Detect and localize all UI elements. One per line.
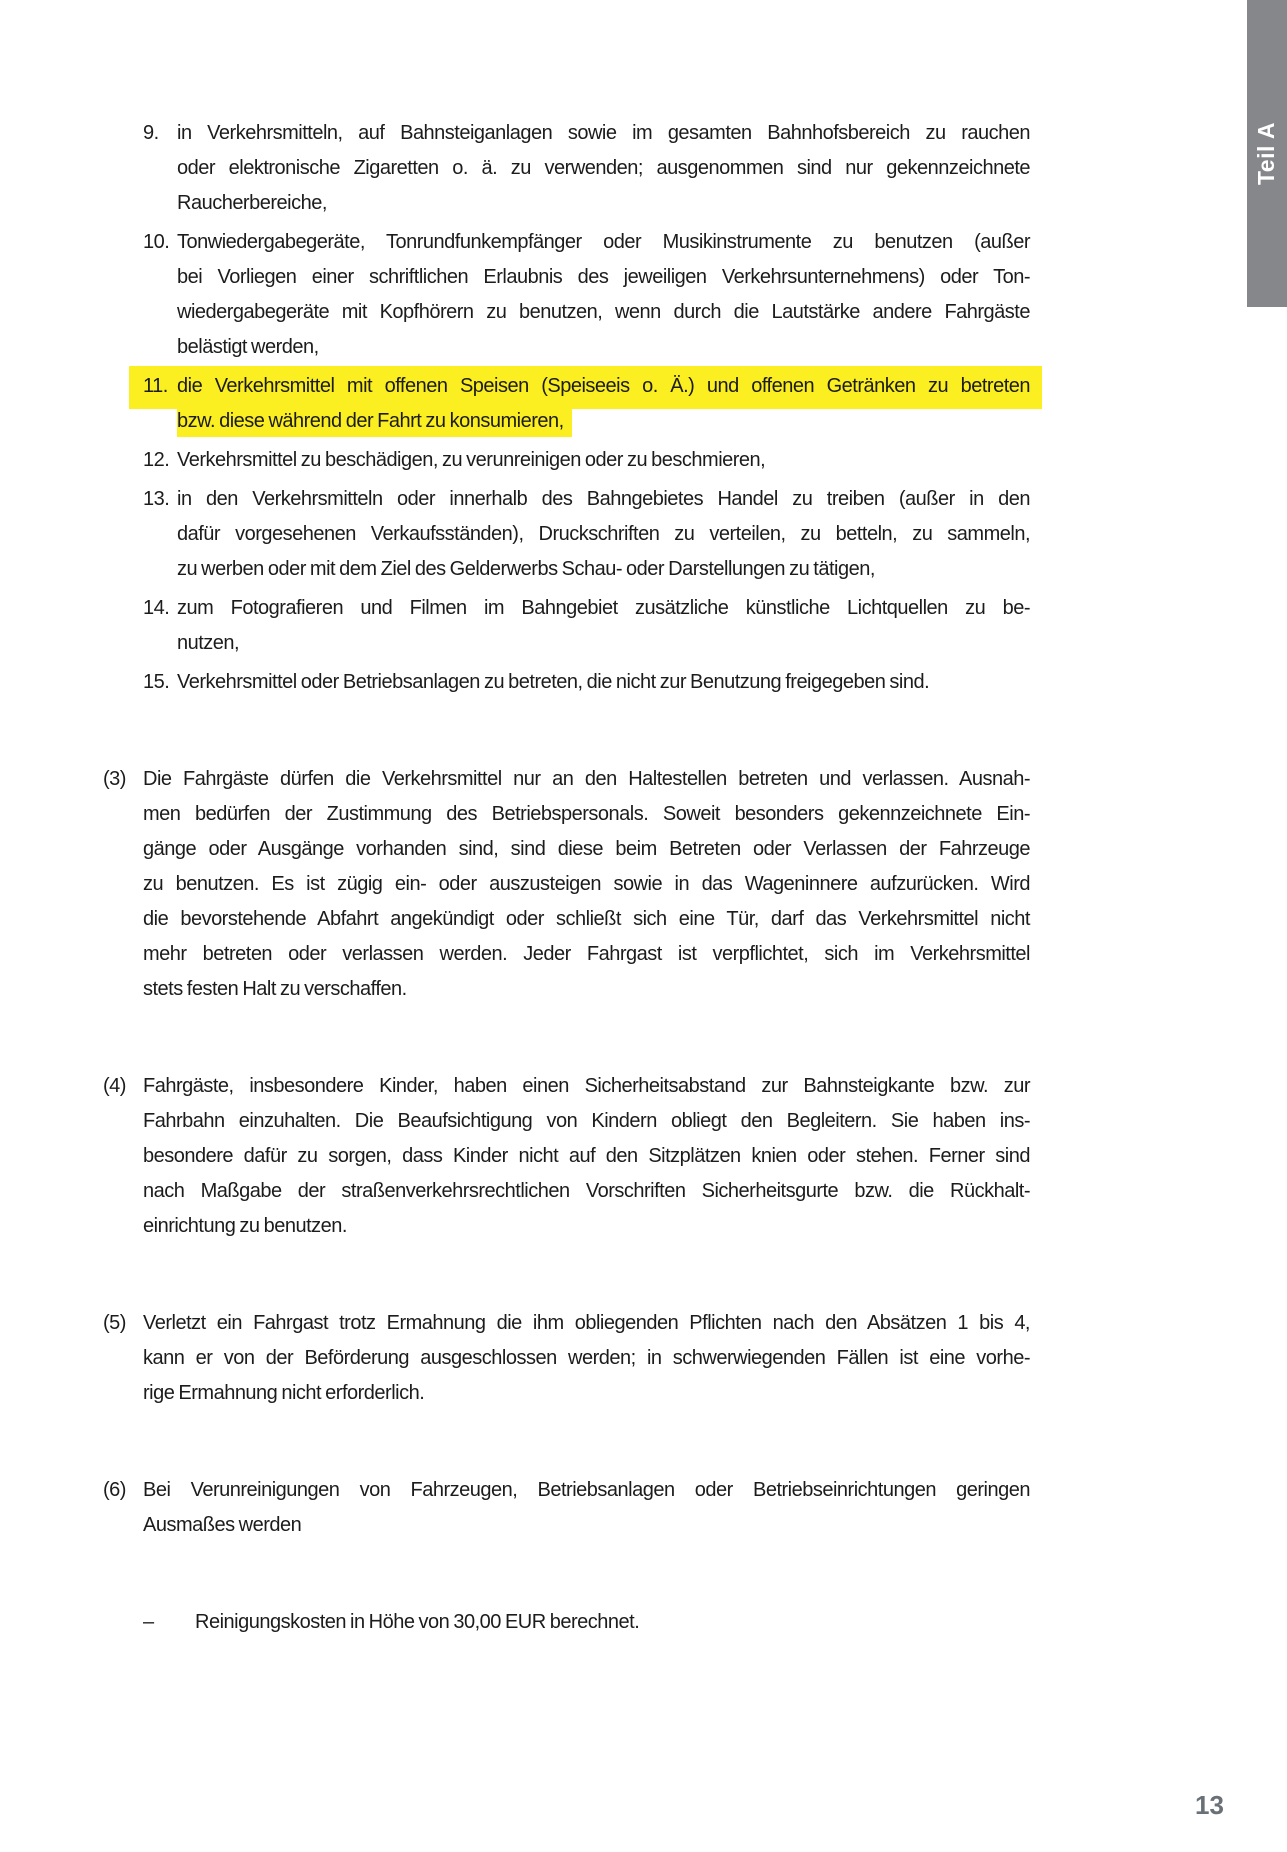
list-item-number: 15. [143,671,170,693]
list-item-number: 14. [143,597,170,619]
text-line: Fahrgäste, insbesondere Kinder, haben einen Sicherheitsabstand zur Bahnsteigkante bzw. zur [143,1075,1030,1097]
text-line: Ausmaßes werden [143,1514,302,1536]
list-item-body [177,665,1030,700]
text-line: zu benutzen. Es ist zügig ein- oder auszusteigen sowie in das Wageninnere aufzurücken. Wird [143,873,1030,895]
text-line [177,404,1030,439]
cost-list-item [143,1605,1030,1640]
list-item-number: 9. [143,122,159,144]
list-item [143,482,1030,587]
text-line: die Verkehrsmittel mit offenen Speisen (Speiseeis o. Ä.) und offenen Getränken zu betreten [177,366,1042,409]
paragraph [103,762,1030,1007]
paragraphs [103,762,1030,1543]
list-item [143,116,1030,221]
text-line: zum Fotografieren und Filmen im Bahngebiet zusätzliche künstliche Lichtquellen zu be- [177,597,1030,619]
list-item-body [177,443,1030,478]
text-line: bei Vorliegen einer schriftlichen Erlaubnis des jeweiligen Verkehrsunternehmens) oder Ton- [177,266,1030,288]
list-item-body [177,369,1030,439]
list-item-body [177,482,1030,587]
dash-marker: – [143,1611,154,1633]
text-line: rige Ermahnung nicht erforderlich. [143,1382,425,1404]
text-line: Fahrbahn einzuhalten. Die Beaufsichtigung von Kindern obliegt den Begleitern. Sie haben ins- [143,1110,1030,1132]
text-line: Tonwiedergabegeräte, Tonrundfunkempfänger oder Musikinstrumente zu benutzen (außer [177,231,1030,253]
text-line: belästigt werden, [177,336,319,358]
text-line: die bevorstehende Abfahrt angekündigt oder schließt sich eine Tür, darf das Verkehrsmittel nicht [143,908,1030,930]
text-line: nach Maßgabe der straßenverkehrsrechtlichen Vorschriften Sicherheitsgurte bzw. die Rückhalt- [143,1180,1030,1202]
paragraph-body [143,762,1030,1007]
text-line: kann er von der Beförderung ausgeschlossen werden; in schwerwiegenden Fällen ist eine vorhe- [143,1347,1030,1369]
text-line: Verkehrsmittel zu beschädigen, zu verunreinigen oder zu beschmieren, [177,449,766,471]
paragraph-number: (5) [103,1312,126,1334]
list-item [143,225,1030,365]
paragraph-body [143,1306,1030,1411]
text-line: einrichtung zu benutzen. [143,1215,347,1237]
paragraph-body [143,1069,1030,1244]
list-item-number: 10. [143,231,170,253]
section-tab-teil-a [1247,0,1287,307]
section-tab-label: Teil A [1253,121,1280,186]
page-number: 13 [1195,1790,1224,1820]
list-item-number: 12. [143,449,170,471]
text-line: stets festen Halt zu verschaffen. [143,978,407,1000]
text-line: Verletzt ein Fahrgast trotz Ermahnung die ihm obliegenden Pflichten nach den Absätzen 1 bis 4, [143,1312,1030,1334]
text-line: Die Fahrgäste dürfen die Verkehrsmittel nur an den Haltestellen betreten und verlassen. Ausnah- [143,768,1030,790]
text-line: gänge oder Ausgänge vorhanden sind, sind diese beim Betreten oder Verlassen der Fahrzeuge [143,838,1030,860]
paragraph-number: (3) [103,768,126,790]
list-item-body [177,225,1030,365]
text-line: men bedürfen der Zustimmung des Betriebspersonals. Soweit besonders gekennzeichnete Ein- [143,803,1030,825]
paragraph [103,1069,1030,1244]
text-line: in Verkehrsmitteln, auf Bahnsteiganlagen sowie im gesamten Bahnhofsbereich zu rauchen [177,122,1030,144]
list-item-body [177,116,1030,221]
list-item-number: 13. [143,488,170,510]
text-line: oder elektronische Zigaretten o. ä. zu verwenden; ausgenommen sind nur gekennzeichnete [177,157,1030,179]
paragraph-body [143,1473,1030,1543]
text-line: Raucherbereiche, [177,192,327,214]
text-line: dafür vorgesehenen Verkaufsständen), Druckschriften zu verteilen, zu betteln, zu sammeln, [177,523,1030,545]
text-line: Verkehrsmittel oder Betriebsanlagen zu betreten, die nicht zur Benutzung freigegeben sind. [177,671,930,693]
paragraph [103,1473,1030,1543]
list-item [143,369,1030,439]
list-item-number: 11. [129,366,177,409]
text-line: in den Verkehrsmitteln oder innerhalb des Bahngebietes Handel zu treiben (außer in den [177,488,1030,510]
paragraph [103,1306,1030,1411]
text-line: nutzen, [177,632,240,654]
highlighted-text: bzw. diese während der Fahrt zu konsumieren, [177,407,572,437]
list-item [143,591,1030,661]
text-line: zu werben oder mit dem Ziel des Gelderwerbs Schau- oder Darstellungen zu tätigen, [177,558,875,580]
list-item-body [177,591,1030,661]
list-item [143,665,1030,700]
list-item [143,443,1030,478]
paragraph-number: (4) [103,1075,126,1097]
dash-item-text: Reinigungskosten in Höhe von 30,00 EUR berechnet. [195,1611,640,1633]
text-line: mehr betreten oder verlassen werden. Jeder Fahrgast ist verpflichtet, sich im Verkehrsmittel [143,943,1030,965]
text-line: besondere dafür zu sorgen, dass Kinder nicht auf den Sitzplätzen knien oder stehen. Ferner sind [143,1145,1030,1167]
text-line: wiedergabegeräte mit Kopfhörern zu benutzen, wenn durch die Lautstärke andere Fahrgäste [177,301,1030,323]
text-line: Bei Verunreinigungen von Fahrzeugen, Betriebsanlagen oder Betriebseinrichtungen geringen [143,1479,1030,1501]
paragraph-number: (6) [103,1479,126,1501]
page-content [103,116,1030,1640]
prohibitions-list [143,116,1030,700]
